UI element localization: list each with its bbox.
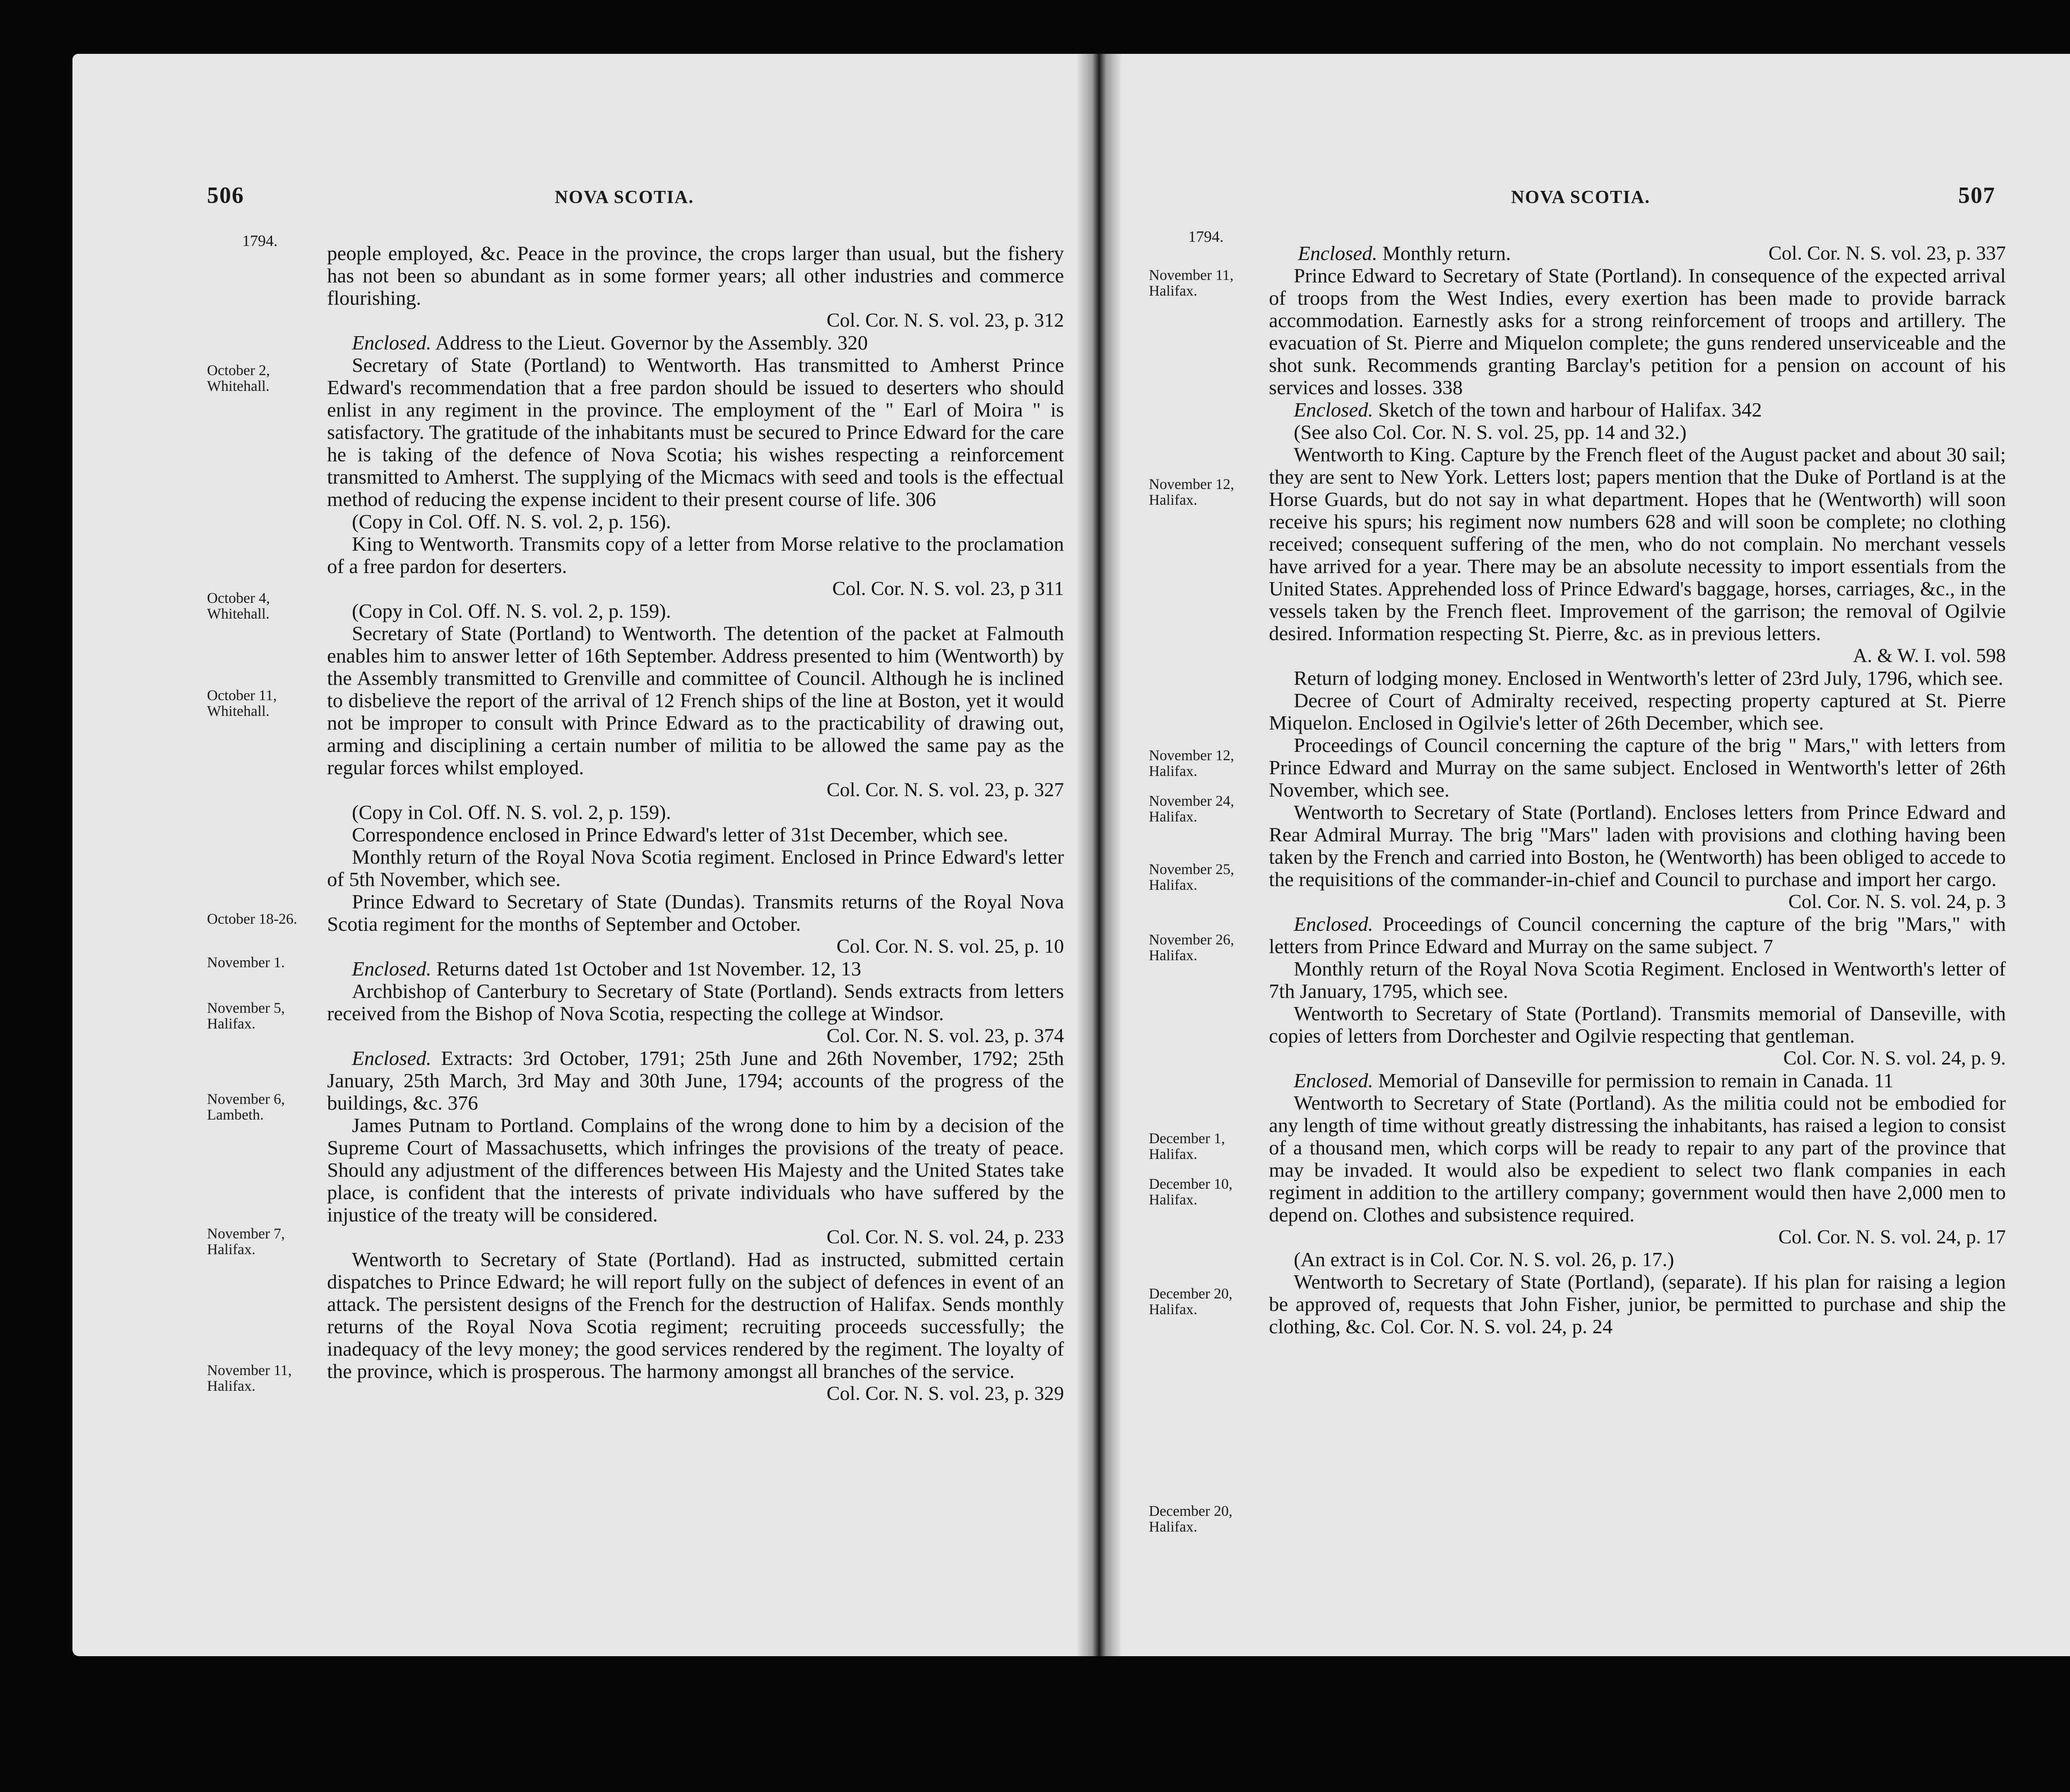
archive-reference: Col. Cor. N. S. vol. 23, p. 312 <box>826 309 1064 331</box>
archive-reference: Col. Cor. N. S. vol. 24, p. 233 <box>826 1226 1064 1248</box>
archive-reference: Col. Cor. N. S. vol. 25, p. 10 <box>836 935 1064 957</box>
copy-note: (Copy in Col. Off. N. S. vol. 2, p. 156). <box>352 510 671 533</box>
entry: Correspondence enclosed in Prince Edward's letter of 31st December, which see. <box>352 823 1009 846</box>
entry: Prince Edward to Secretary of State (Dundas). Transmits returns of the Royal Nova Scotia regiment for the months of September and October. <box>327 890 1064 935</box>
entry: Decree of Court of Admiralty received, respecting property captured at St. Pierre Miquelon. Enclosed in Ogilvie's letter of 26th December, which see. <box>1269 689 2006 734</box>
archive-reference: Col. Cor. N. S. vol. 23, p 311 <box>832 578 1064 600</box>
left-text-column <box>327 242 1064 1405</box>
entry: Prince Edward to Secretary of State (Portland). In consequence of the expected arrival of troops from the West Indies, every exertion has been made to provide barrack accommodation. Earnestly asks for a strong reinforcement of troops and artillery. The evacuation of St. Pierre and Miquelon complete; the guns rendered unserviceable and the shot sunk. Recommends granting Barclay's petition for a pension on account of his services and losses. 338 <box>1269 264 2006 399</box>
entry: Return of lodging money. Enclosed in Wentworth's letter of 23rd July, 1796, which see. <box>1294 667 2003 689</box>
entry: King to Wentworth. Transmits copy of a letter from Morse relative to the proclamation of a free pardon for deserters. <box>327 532 1064 578</box>
margin-date: December 10, Halifax. <box>1149 1175 1232 1208</box>
entry: Secretary of State (Portland) to Wentworth. The detention of the packet at Falmouth enables him to answer letter of 16th September. Address presented to him (Wentworth) by the Assembly transmitted to Grenville and committee of Council. Although he is inclined to disbelieve the report of the arrival of 12 French ships of the line at Boston, yet it would not be improper to consult with Prince Edward as to the practicability of drawing out, arming and disciplining a certain number of militia to be allowed the same pay as the regular forces whilst employed. <box>327 622 1064 779</box>
enclosure-entry: Enclosed. Address to the Lieut. Governor by the Assembly. 320 <box>352 331 868 354</box>
margin-date: November 12, Halifax. <box>1149 476 1234 508</box>
margin-date: November 26, Halifax. <box>1149 931 1234 963</box>
entry: Archbishop of Canterbury to Secretary of State (Portland). Sends extracts from letters received from the Bishop of Nova Scotia, respecting the college at Windsor. <box>327 980 1064 1025</box>
left-year: 1794. <box>242 232 278 250</box>
entry: people employed, &c. Peace in the province, the crops larger than usual, but the fishery has not been so abundant as in some former years; all other industries and commerce flourishing. <box>327 242 1064 309</box>
left-running-head: NOVA SCOTIA. <box>555 187 694 207</box>
archive-reference: A. & W. I. vol. 598 <box>1853 645 2006 667</box>
entry: Monthly return of the Royal Nova Scotia regiment. Enclosed in Prince Edward's letter of 5th November, which see. <box>327 845 1064 891</box>
margin-date: November 25, Halifax. <box>1149 861 1234 893</box>
entry: Wentworth to Secretary of State (Portland). Had as instructed, submitted certain dispatches to Prince Edward; he will report fully on the subject of defences in event of an attack. The persistent designs of the French for the destruction of Halifax. Sends monthly returns of the Royal Nova Scotia regiment; recruiting proceeds successfully; the inadequacy of the levy money; the good services rendered by the regiment. The loyalty of the province, which is prosperous. The harmony amongst all branches of the service. <box>327 1248 1064 1383</box>
archive-reference: Col. Cor. N. S. vol. 23, p. 374 <box>826 1025 1064 1047</box>
margin-date: November 5, Halifax. <box>207 1000 285 1032</box>
archive-reference: Col. Cor. N. S. vol. 23, p. 329 <box>826 1383 1064 1404</box>
margin-date: November 24, Halifax. <box>1149 792 1234 825</box>
entry: James Putnam to Portland. Complains of the wrong done to him by a decision of the Supreme Court of Massachusetts, which infringes the provisions of the treaty of peace. Should any adjustment of the differences between His Majesty and the United States take place, is confident that the interests of private individuals who have suffered by the injustice of the treaty will be considered. <box>327 1114 1064 1226</box>
copy-note: (Copy in Col. Off. N. S. vol. 2, p. 159). <box>352 600 671 622</box>
enclosure-entry: Enclosed. Sketch of the town and harbour of Halifax. 342 <box>1294 398 1762 421</box>
left-page-number: 506 <box>207 183 244 208</box>
enclosure-line <box>1269 242 2006 265</box>
archive-reference: Col. Cor. N. S. vol. 24, p. 3 <box>1788 891 2006 913</box>
enclosure-entry: Enclosed. Proceedings of Council concerning the capture of the brig "Mars," with letters from Prince Edward and Murray on the same subject. 7 <box>1269 913 2006 958</box>
margin-date: November 11, Halifax. <box>207 1362 292 1394</box>
entry: Wentworth to Secretary of State (Portland). As the militia could not be embodied for any length of time without greatly distressing the inhabitants, has raised a legion to consist of a thousand men, which corps will be ready to repair to any part of the province that may be invaded. It would also be expedient to select two flank companies in each regiment in addition to the artillery company; government would then have 2,000 men to depend on. Clothes and subsistence required. <box>1269 1091 2006 1226</box>
margin-date: November 11, Halifax. <box>1149 267 1234 299</box>
entry: Wentworth to Secretary of State (Portland). Transmits memorial of Danseville, with copies of letters from Dorchester and Ogilvie respecting that gentleman. <box>1269 1002 2006 1047</box>
margin-date: November 7, Halifax. <box>207 1225 285 1257</box>
enclosure-entry: Enclosed. Monthly return. <box>1298 242 1511 265</box>
archive-reference: Col. Cor. N. S. vol. 23, p. 337 <box>1768 242 2006 264</box>
copy-note: (An extract is in Col. Cor. N. S. vol. 26, p. 17.) <box>1294 1248 1674 1271</box>
enclosure-entry: Enclosed. Returns dated 1st October and 1st November. 12, 13 <box>352 957 862 980</box>
margin-date: November 1. <box>207 954 285 971</box>
margin-date: October 11, Whitehall. <box>207 687 277 719</box>
margin-date: December 20, Halifax. <box>1149 1503 1232 1535</box>
enclosure-entry: Enclosed. Memorial of Danseville for permission to remain in Canada. 11 <box>1294 1069 1894 1092</box>
entry: Wentworth to King. Capture by the French fleet of the August packet and about 30 sail; they are sent to New York. Letters lost; papers mention that the Duke of Portland is at the Horse Guards, but do not say in what department. Hopes that he (Wentworth) will soon receive his spurs; his regiment now numbers 628 and will soon be complete; no clothing received; consequent suffering of the men, who do not complain. No merchant vessels have arrived for a year. There may be an absolute necessity to import essentials from the United States. Apprehended loss of Prince Edward's baggage, horses, carriages, &c., in the vessels taken by the French fleet. Improvement of the garrison; the removal of Ogilvie desired. Information respecting St. Pierre, &c. as in previous letters. <box>1269 443 2006 645</box>
enclosure-entry: Enclosed. Extracts: 3rd October, 1791; 25th June and 26th November, 1792; 25th January, 25th March, 3rd May and 30th June, 1794; accounts of the progress of the buildings, &c. 376 <box>327 1047 1064 1114</box>
archive-reference: Col. Cor. N. S. vol. 23, p. 327 <box>826 779 1064 801</box>
entry: Wentworth to Secretary of State (Portland), (separate). If his plan for raising a legion be approved of, requests that John Fisher, junior, be permitted to purchase and ship the clothing, &c. Col. Cor. N. S. vol. 24, p. 24 <box>1269 1270 2006 1338</box>
archive-reference: Col. Cor. N. S. vol. 24, p. 17 <box>1778 1226 2006 1248</box>
archive-reference: Col. Cor. N. S. vol. 24, p. 9. <box>1783 1047 2006 1069</box>
right-running-head: NOVA SCOTIA. <box>1511 187 1651 207</box>
copy-note: (Copy in Col. Off. N. S. vol. 2, p. 159). <box>352 801 671 824</box>
entry: Secretary of State (Portland) to Wentworth. Has transmitted to Amherst Prince Edward's recommendation that a free pardon should be issued to deserters who should enlist in any regiment in the province. The employment of the " Earl of Moira " is satisfactory. The gratitude of the inhabitants must be secured to Prince Edward for the care he is taking of the defence of Nova Scotia; his wishes respecting a reinforcement transmitted to Amherst. The supplying of the Micmacs with seed and tools is the effectual method of reducing the expense incident to their present course of life. 306 <box>327 354 1064 511</box>
book-gutter <box>1076 54 1122 1656</box>
entry: Wentworth to Secretary of State (Portland). Encloses letters from Prince Edward and Rear Admiral Murray. The brig "Mars" laden with provisions and clothing having been taken by the French and carried into Boston, he (Wentworth) has been obliged to accede to the requisitions of the commander-in-chief and Council to purchase and import her cargo. <box>1269 801 2006 891</box>
right-text-column <box>1269 242 2006 1338</box>
entry: Monthly return of the Royal Nova Scotia Regiment. Enclosed in Wentworth's letter of 7th January, 1795, which see. <box>1269 957 2006 1002</box>
margin-date: October 4, Whitehall. <box>207 590 270 622</box>
margin-date: December 1, Halifax. <box>1149 1130 1225 1162</box>
margin-date: November 6, Lambeth. <box>207 1091 285 1123</box>
copy-note: (See also Col. Cor. N. S. vol. 25, pp. 14 and 32.) <box>1294 421 1687 443</box>
margin-date: November 12, Halifax. <box>1149 747 1234 779</box>
entry: Proceedings of Council concerning the capture of the brig " Mars," with letters from Prince Edward and Murray on the same subject. Enclosed in Wentworth's letter of 26th November, which see. <box>1269 734 2006 801</box>
right-page-number: 507 <box>1958 183 1995 208</box>
margin-date: October 18-26. <box>207 910 297 927</box>
margin-date: December 20, Halifax. <box>1149 1285 1232 1318</box>
margin-date: October 2, Whitehall. <box>207 362 270 394</box>
right-year: 1794. <box>1188 228 1224 246</box>
